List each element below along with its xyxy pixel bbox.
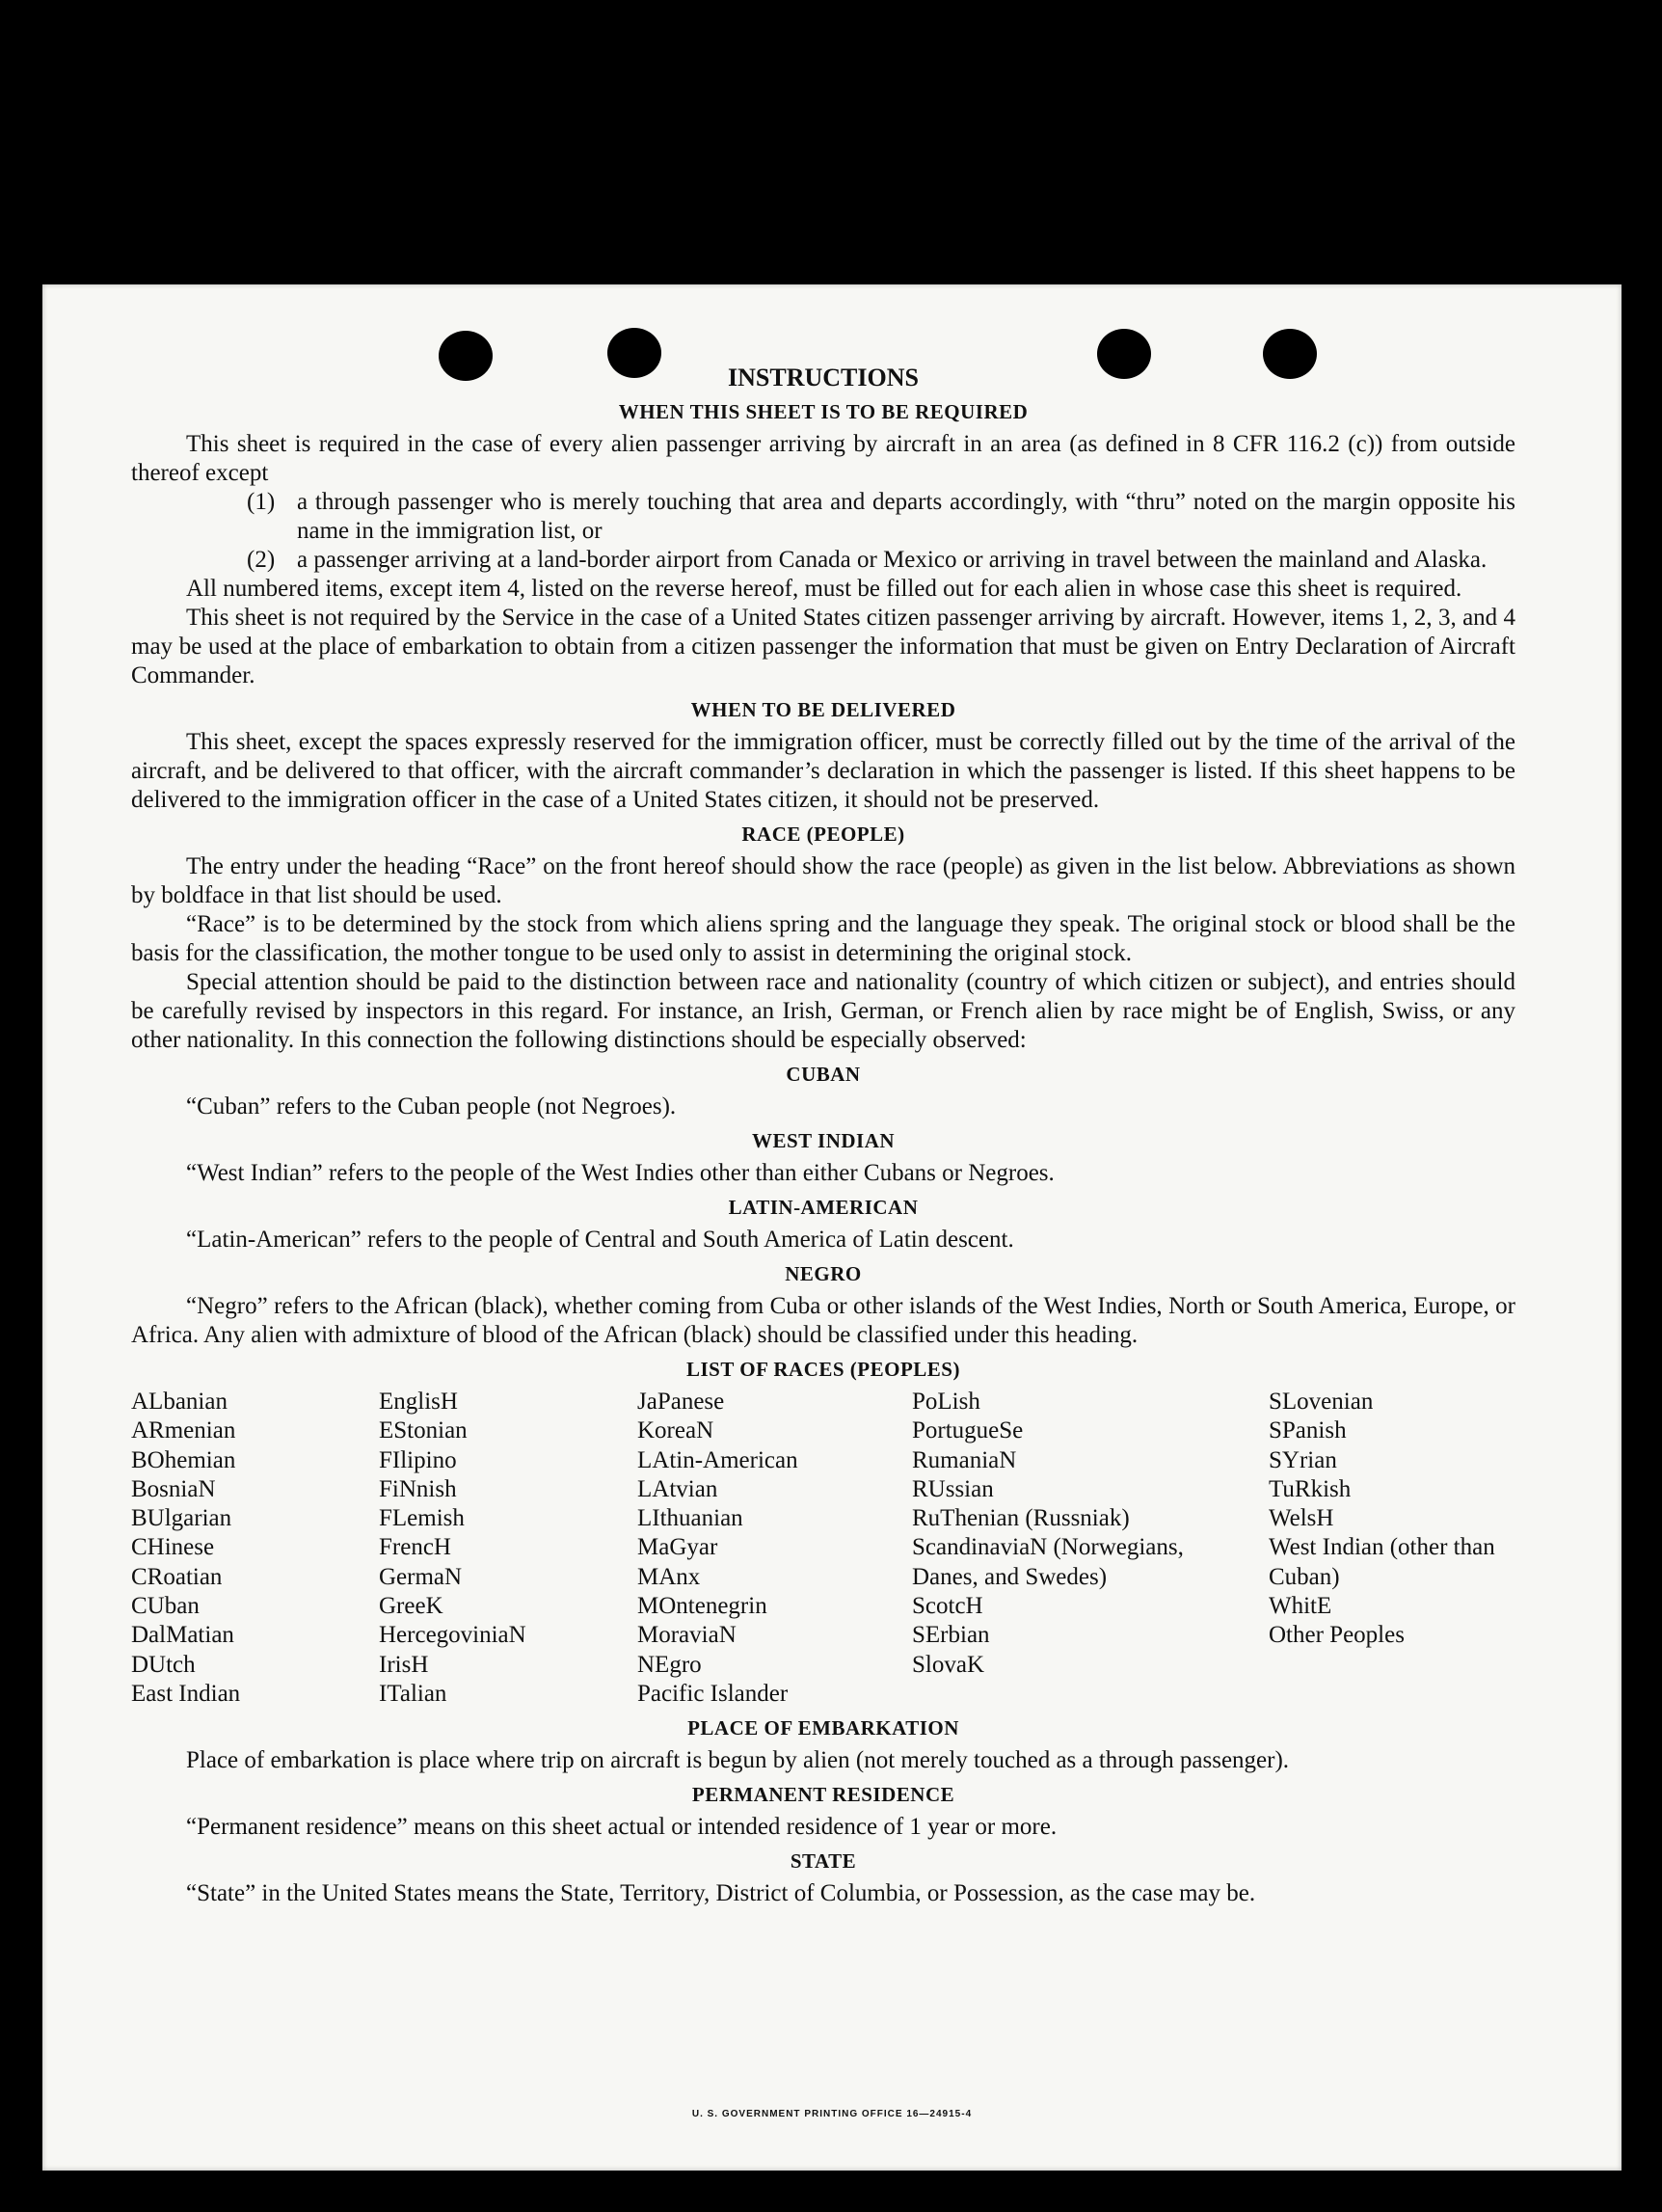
race-item: RumaniaN	[912, 1446, 1017, 1473]
race-item: FLemish	[379, 1505, 465, 1532]
race-item: NEgro	[637, 1651, 702, 1678]
race-item: FrencH	[379, 1534, 451, 1561]
race-item: MAnx	[637, 1563, 701, 1590]
race-item: HercegoviniaN	[379, 1622, 526, 1649]
race-item: SlovaK	[912, 1651, 984, 1678]
race-item: ScotcH	[912, 1593, 983, 1620]
list-number: (2)	[247, 547, 276, 573]
section-heading: PLACE OF EMBARKATION	[687, 1716, 959, 1740]
race-item: RuThenian (Russniak)	[912, 1505, 1130, 1532]
race-item: EStonian	[379, 1417, 468, 1444]
page-title: INSTRUCTIONS	[728, 364, 919, 391]
paragraph: “Permanent residence” means on this sheet actual or intended residence of 1 year or more.	[186, 1814, 1058, 1841]
section-heading: WEST INDIAN	[751, 1129, 896, 1152]
race-item: BOhemian	[131, 1446, 236, 1473]
race-item: WelsH	[1269, 1505, 1334, 1532]
race-item: DUtch	[131, 1651, 196, 1678]
paragraph: All numbered items, except item 4, listed on the reverse hereof, must be filled out for each alien in whose case this sheet is required.	[186, 576, 1462, 602]
race-item: RUssian	[912, 1475, 994, 1502]
race-item: JaPanese	[637, 1389, 725, 1415]
race-item: CRoatian	[131, 1563, 223, 1590]
list-item	[247, 546, 1515, 575]
race-item: MOntenegrin	[637, 1593, 767, 1620]
list-text: a through passenger who is merely touching that area and departs accordingly, with “thru” noted on the margin opposite his name in the immigration list, or	[297, 489, 1515, 544]
list-text: a passenger arriving at a land-border airport from Canada or Mexico or arriving in travel between the mainland and Alaska.	[297, 547, 1488, 573]
section-heading: WHEN THIS SHEET IS TO BE REQUIRED	[618, 400, 1029, 423]
section-heading: STATE	[790, 1849, 857, 1874]
paragraph: This sheet, except the spaces expressly reserved for the immigration officer, must be correctly filled out by the time of the arrival of the aircraft, and be delivered to that officer, with the aircraft commander’s declaration in which the passenger is listed. If this sheet happens to be delivered to the immigration officer in the case of a United States citizen, it should not be preserved.	[131, 729, 1515, 813]
paragraph: This sheet is not required by the Service in the case of a United States citizen passenger arriving by aircraft. However, items 1, 2, 3, and 4 may be used at the place of embarkation to obtain from a citizen passenger the information that must be given on Entry Declaration of Aircraft Commander.	[131, 605, 1515, 688]
races-column	[912, 1388, 1269, 1709]
race-item: CUban	[131, 1593, 200, 1620]
races-column	[131, 1388, 379, 1709]
races-column	[379, 1388, 637, 1709]
paragraph: “Race” is to be determined by the stock from which aliens spring and the language they speak. The original stock or blood shall be the basis for the classification, the mother tongue to be used only to assist in determining the original stock.	[131, 911, 1515, 966]
race-item: ARmenian	[131, 1417, 236, 1444]
printing-office-footer: U. S. GOVERNMENT PRINTING OFFICE 16—24915-4	[691, 2109, 973, 2119]
race-item: PoLish	[912, 1389, 980, 1415]
race-item: LIthuanian	[637, 1505, 743, 1532]
race-item: KoreaN	[637, 1417, 714, 1444]
race-item: SYrian	[1269, 1446, 1337, 1473]
list-item	[247, 488, 1515, 546]
races-column	[637, 1388, 912, 1709]
section-heading: LATIN-AMERICAN	[728, 1196, 919, 1219]
section-heading: PERMANENT RESIDENCE	[691, 1783, 955, 1807]
race-item: IrisH	[379, 1651, 429, 1678]
paragraph: “Negro” refers to the African (black), whether coming from Cuba or other islands of the West Indies, North or South America, Europe, or Africa. Any alien with admixture of blood of the African (black) should be classified under this heading.	[131, 1293, 1515, 1348]
section-heading: NEGRO	[785, 1262, 862, 1285]
paragraph: “Cuban” refers to the Cuban people (not Negroes).	[186, 1093, 677, 1119]
race-item: FIlipino	[379, 1446, 457, 1473]
race-item: East Indian	[131, 1680, 241, 1707]
race-item: MaGyar	[637, 1534, 718, 1561]
race-item: WhitE	[1269, 1593, 1332, 1620]
race-item: TuRkish	[1269, 1475, 1352, 1502]
paragraph: The entry under the heading “Race” on the front hereof should show the race (people) as given in the list below. Abbreviations as shown by boldface in that list should be used.	[131, 853, 1515, 908]
race-item: BUlgarian	[131, 1505, 232, 1532]
race-item: ITalian	[379, 1680, 447, 1707]
races-column	[1269, 1388, 1515, 1709]
race-item: DalMatian	[131, 1622, 234, 1649]
list-number: (1)	[247, 489, 276, 515]
race-item: PortugueSe	[912, 1417, 1024, 1444]
race-item: Pacific Islander	[637, 1680, 789, 1707]
race-item: LAtvian	[637, 1475, 718, 1502]
race-item: West Indian (other than Cuban)	[1269, 1534, 1495, 1590]
race-item: Other Peoples	[1269, 1622, 1405, 1649]
race-item: SErbian	[912, 1622, 990, 1649]
race-item: MoraviaN	[637, 1622, 737, 1649]
paragraph: “Latin-American” refers to the people of Central and South America of Latin descent.	[186, 1227, 1014, 1253]
race-item: SLovenian	[1269, 1389, 1374, 1415]
section-heading: LIST OF RACES (PEOPLES)	[686, 1358, 960, 1381]
race-item: ScandinaviaN (Norwegians, Danes, and Swedes)	[912, 1534, 1184, 1590]
paragraph: This sheet is required in the case of every alien passenger arriving by aircraft in an area (as defined in 8 CFR 116.2 (c)) from outside thereof except	[131, 431, 1515, 486]
race-item: SPanish	[1269, 1417, 1347, 1444]
race-item: GermaN	[379, 1563, 463, 1590]
paragraph: “State” in the United States means the State, Territory, District of Columbia, or Possession, as the case may be.	[186, 1880, 1256, 1907]
races-list	[131, 1388, 1515, 1709]
paragraph: “West Indian” refers to the people of the West Indies other than either Cubans or Negroes.	[186, 1160, 1055, 1186]
race-item: EnglisH	[379, 1389, 458, 1415]
instructions-content	[131, 364, 1515, 1908]
section-heading: CUBAN	[786, 1063, 861, 1086]
race-item: FiNnish	[379, 1475, 457, 1502]
race-item: ALbanian	[131, 1389, 228, 1415]
race-item: GreeK	[379, 1593, 443, 1620]
paragraph: Special attention should be paid to the distinction between race and nationality (country of which citizen or subject), and entries should be carefully revised by inspectors in this regard. For instance, an Irish, German, or French alien by race might be of English, Swiss, or any other nationality. In this connection the following distinctions should be especially observed:	[131, 969, 1515, 1053]
section-heading: WHEN TO BE DELIVERED	[690, 698, 956, 721]
document-sheet	[42, 284, 1622, 2171]
race-item: BosniaN	[131, 1475, 216, 1502]
race-item: LAtin-American	[637, 1446, 798, 1473]
paragraph: Place of embarkation is place where trip on aircraft is begun by alien (not merely touched as a through passenger).	[186, 1747, 1290, 1774]
race-item: CHinese	[131, 1534, 215, 1561]
section-heading: RACE (PEOPLE)	[741, 823, 905, 846]
